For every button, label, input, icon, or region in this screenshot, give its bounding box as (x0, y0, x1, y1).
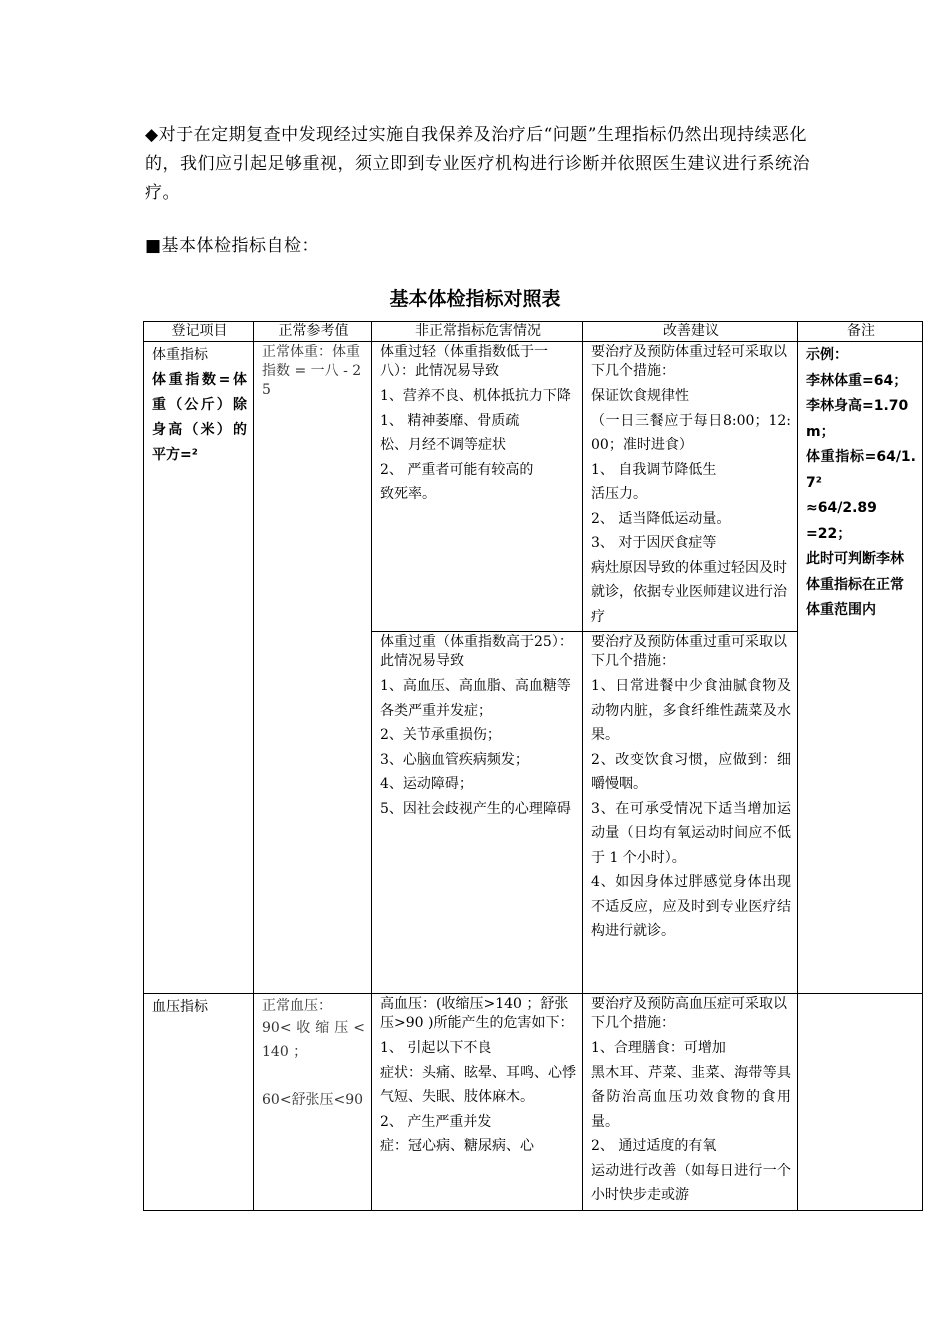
weight-under-advice-cell (583, 342, 798, 632)
advice-line: 1、 自我调节降低生 (591, 461, 717, 478)
harm-line: 致死率。 (380, 486, 436, 502)
indicator-table (143, 321, 923, 1211)
advice-line: 2、改变饮食习惯，应做到：细嚼慢咽。 (591, 751, 791, 792)
header-advice: 改善建议 (583, 322, 798, 342)
weight-note-cell (798, 342, 923, 994)
advice-line: 运动进行改善（如每日进行一个小时快步走或游 (591, 1162, 791, 1203)
advice-line: 3、在可承受情况下适当增加运动量（日均有氧运动时间应不低于 1 个小时）。 (591, 800, 791, 866)
weight-item-formula: 体重指数=体重（公斤）除身高（米）的平方=² (152, 371, 247, 463)
weight-item-name: 体重指标 (152, 347, 208, 363)
harm-line: 1、 引起以下不良 (380, 1040, 492, 1056)
note-line: 示例： (806, 347, 848, 363)
harm-line: 5、因社会歧视产生的心理障碍 (380, 800, 571, 817)
advice-line: 活压力。 (591, 486, 647, 502)
weight-under-harm-cell (372, 342, 583, 632)
note-line: =22； (806, 525, 852, 542)
advice-line: 1、日常进餐中少食油腻食物及动物内脏，多食纤维性蔬菜及水果。 (591, 678, 791, 743)
weight-over-advice-cell (583, 632, 798, 994)
normal-line: 90< 收 缩 压 <140 ； (262, 1020, 365, 1060)
header-item: 登记项目 (144, 322, 254, 342)
weight-item-cell (144, 342, 254, 994)
normal-line: 60<舒张压<90 (262, 1092, 364, 1108)
header-harm: 非正常指标危害情况 (372, 322, 583, 342)
note-line: 体重指标=64/1.7² (806, 449, 916, 491)
note-line: ≈64/2.89 (806, 500, 877, 516)
bp-advice-cell (583, 994, 798, 1211)
note-line: 此时可判断李林体重指标在正常体重范围内 (806, 551, 904, 618)
advice-line: （一日三餐应于每日8:00；12:00；准时进食） (591, 412, 791, 453)
advice-line: 黑木耳、芹菜、韭菜、海带等具备防治高血压功效食物的食用量。 (591, 1064, 791, 1130)
advice-line: 2、 适当降低运动量。 (591, 510, 731, 527)
table-header-row (144, 322, 923, 342)
advice-line: 要治疗及预防体重过重可采取以下几个措施： (591, 634, 787, 669)
table-row (144, 342, 923, 632)
harm-line: 1、 精神萎靡、骨质疏 (380, 412, 520, 429)
note-line: 李林身高=1.70m； (806, 398, 909, 440)
harm-line: 松、月经不调等症状 (380, 437, 506, 453)
table-row (144, 994, 923, 1211)
advice-line: 1、合理膳食：可增加 (591, 1040, 726, 1056)
normal-line: 正常血压： (262, 998, 332, 1014)
advice-line: 要治疗及预防高血压症可采取以下几个措施： (591, 996, 787, 1031)
table-title: 基本体检指标对照表 (389, 288, 561, 310)
harm-line: 4、运动障碍； (380, 776, 473, 792)
bp-harm-cell (372, 994, 583, 1211)
bp-note-cell (798, 994, 923, 1211)
section-heading: ■基本体检指标自检： (145, 236, 320, 256)
header-note: 备注 (798, 322, 923, 342)
harm-line: 体重过轻（体重指数低于一八）：此情况易导致 (380, 344, 548, 379)
harm-line: 症状：头痛、眩晕、耳鸣、心悸气短、失眠、肢体麻木。 (380, 1064, 576, 1105)
weight-over-harm-cell (372, 632, 583, 994)
advice-line: 2、 通过适度的有氧 (591, 1138, 717, 1154)
harm-line: 2、 严重者可能有较高的 (380, 461, 534, 478)
bp-normal-cell (254, 994, 372, 1211)
note-line: 李林体重=64； (806, 372, 908, 389)
harm-line: 体重过重（体重指数高于25）：此情况易导致 (380, 634, 573, 669)
advice-line: 4、如因身体过胖感觉身体出现不适反应，应及时到专业医疗结构进行就诊。 (591, 874, 791, 939)
harm-line: 2、 产生严重并发 (380, 1113, 492, 1130)
harm-line: 1、高血压、高血脂、高血糖等各类严重并发症； (380, 678, 571, 719)
advice-line: 保证饮食规律性 (591, 388, 689, 404)
advice-line: 3、 对于因厌食症等 (591, 535, 717, 551)
weight-normal-cell: 正常体重：体重指数 = 一八 - 25 (254, 342, 372, 994)
harm-line: 2、关节承重损伤； (380, 727, 501, 743)
advice-line: 病灶原因导致的体重过轻因及时就诊，依据专业医师建议进行治疗 (591, 559, 787, 625)
harm-line: 症：冠心病、糖尿病、心 (380, 1138, 534, 1154)
intro-paragraph: ◆对于在定期复查中发现经过实施自我保养及治疗后“问题”生理指标仍然出现持续恶化的，我们应引起足够重视，须立即到专业医疗机构进行诊断并依照医生建议进行系统治疗。 (145, 125, 810, 203)
harm-line: 1、营养不良、机体抵抗力下降 (380, 388, 571, 404)
harm-line: 3、心脑血管疾病频发； (380, 751, 529, 768)
header-normal: 正常参考值 (254, 322, 372, 342)
normal-line (262, 1064, 365, 1088)
advice-line: 要治疗及预防体重过轻可采取以下几个措施： (591, 344, 787, 379)
bp-item-cell: 血压指标 (144, 994, 254, 1211)
harm-line: 高血压：(收缩压>140 ；舒张压>90 )所能产生的危害如下： (380, 996, 574, 1031)
